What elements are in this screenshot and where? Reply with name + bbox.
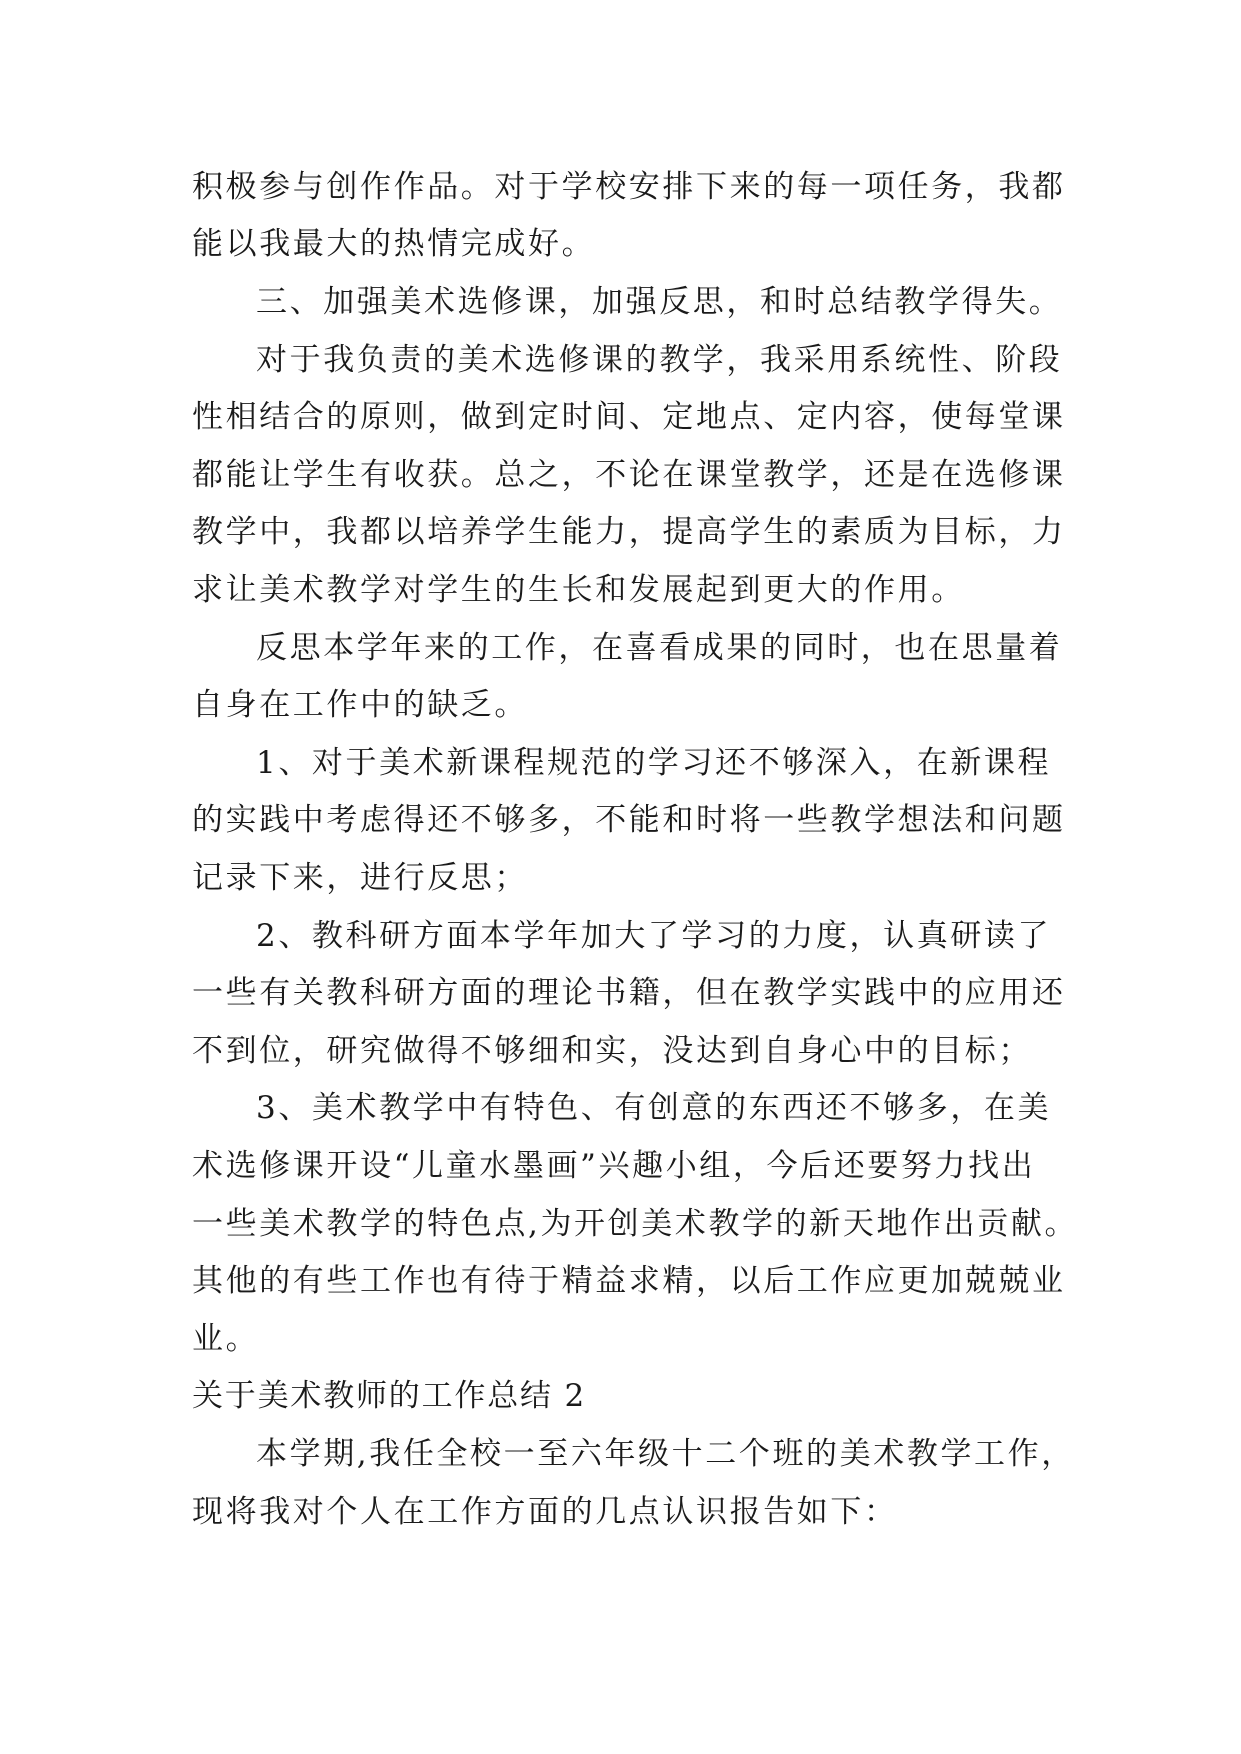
text-line: 3、美术教学中有特色、有创意的东西还不够多，在美 <box>256 1090 1052 1126</box>
text-line: 不到位，研究做得不够细和实，没达到自身心中的目标； <box>192 1033 1032 1069</box>
text-line: 自身在工作中的缺乏。 <box>192 687 528 723</box>
section-heading: 关于美术教师的工作总结 2 <box>192 1378 586 1414</box>
text-line: 2、教科研方面本学年加大了学习的力度，认真研读了 <box>256 918 1052 954</box>
text-line: 积极参与创作作品。对于学校安排下来的每一项任务，我都 <box>192 169 1066 205</box>
text-line: 对于我负责的美术选修课的教学，我采用系统性、阶段 <box>256 342 1063 378</box>
text-line: 1、对于美术新课程规范的学习还不够深入，在新课程 <box>256 745 1052 781</box>
text-line: 都能让学生有收获。总之，不论在课堂教学，还是在选修课 <box>192 457 1066 493</box>
text-line: 的实践中考虑得还不够多，不能和时将一些教学想法和问题 <box>192 802 1066 838</box>
text-line: 求让美术教学对学生的生长和发展起到更大的作用。 <box>192 572 965 608</box>
text-line: 本学期,我任全校一至六年级十二个班的美术教学工作， <box>256 1436 1075 1472</box>
text-line: 能以我最大的热情完成好。 <box>192 226 596 262</box>
text-line: 一些有关教科研方面的理论书籍，但在教学实践中的应用还 <box>192 975 1066 1011</box>
text-line: 其他的有些工作也有待于精益求精，以后工作应更加兢兢业 <box>192 1263 1066 1299</box>
text-line: 教学中，我都以培养学生能力，提高学生的素质为目标，力 <box>192 514 1066 550</box>
text-line: 性相结合的原则，做到定时间、定地点、定内容，使每堂课 <box>192 399 1066 435</box>
text-line: 反思本学年来的工作，在喜看成果的同时，也在思量着 <box>256 630 1063 666</box>
text-line: 记录下来，进行反思； <box>192 860 528 896</box>
text-line: 一些美术教学的特色点,为开创美术教学的新天地作出贡献。 <box>192 1206 1079 1242</box>
text-line: 业。 <box>192 1321 260 1357</box>
text-line: 现将我对个人在工作方面的几点认识报告如下： <box>192 1494 898 1530</box>
text-line: 三、加强美术选修课，加强反思，和时总结教学得失。 <box>256 284 1063 320</box>
text-line: 术选修课开设“儿童水墨画”兴趣小组，今后还要努力找出 <box>192 1148 1036 1184</box>
